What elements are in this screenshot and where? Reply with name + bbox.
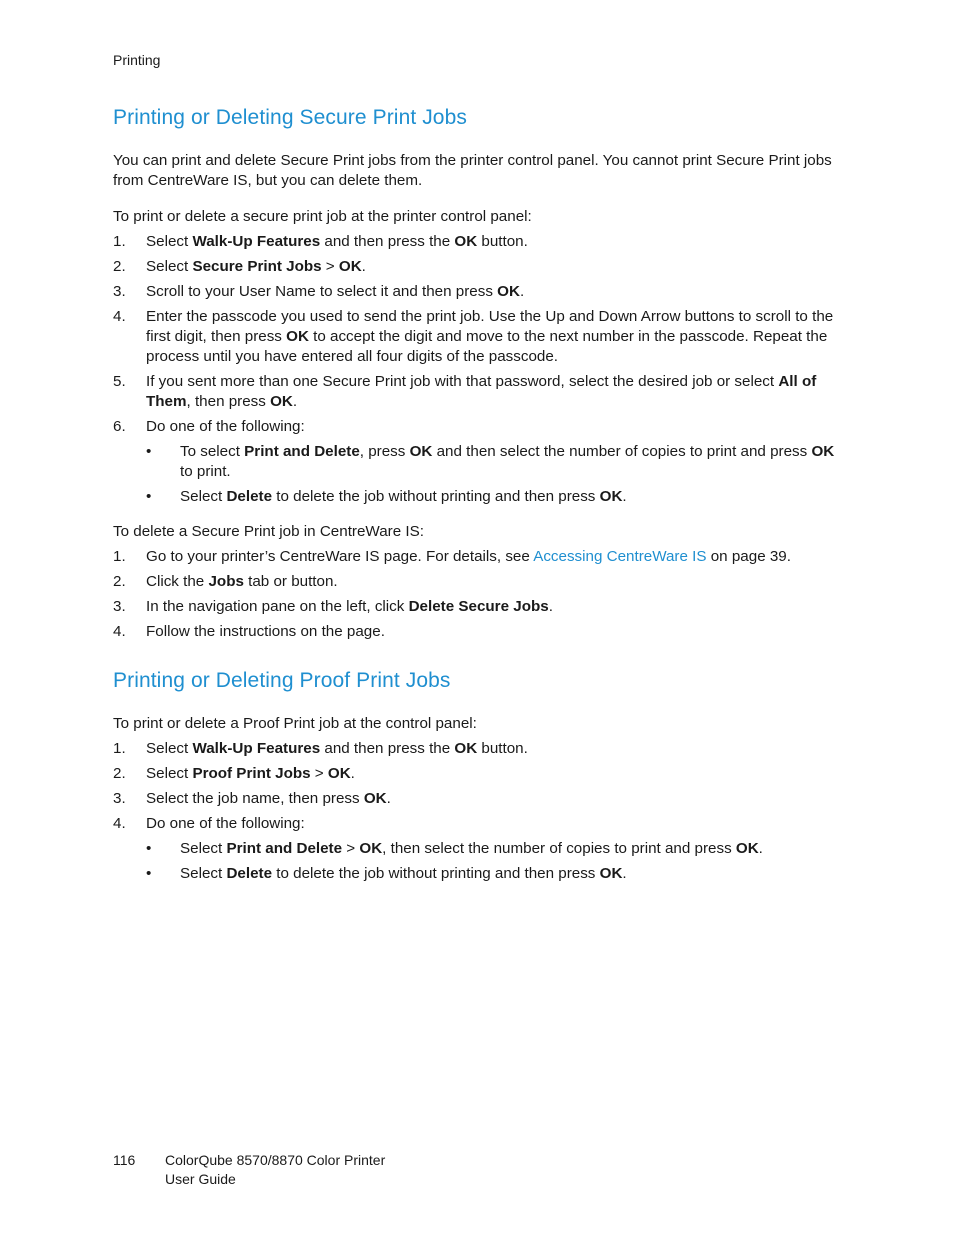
list-item: 2. Select Secure Print Jobs > OK. (113, 258, 366, 275)
list-item: 4. Enter the passcode you used to send the print job. Use the Up and Down Arrow buttons to scroll to the first digit, then press OK to accept the digit and move to the next number in the passcode. Repeat the process until you have entered all four digits of the passcode. (113, 308, 834, 365)
sub-bullets (146, 839, 848, 884)
page-number: 116 (113, 1152, 136, 1168)
list-item: 4. Do one of the following: • Select Print and Delete > OK, then select the number of copies to print and press OK. • Select Delete to delete the job without printing and then press OK. (113, 814, 848, 884)
section-proof-print (113, 714, 848, 884)
list-item: 6. Do one of the following: • To select Print and Delete, press OK and then select the number of copies to print and press OK to print. • Select Delete to delete the job without printing and then press OK. (113, 417, 848, 507)
list-item: 3. Select the job name, then press OK. (113, 790, 391, 807)
bullet-item: • To select Print and Delete, press OK and then select the number of copies to print and press OK to print. (146, 443, 835, 480)
lead-panel: To print or delete a secure print job at the printer control panel: (113, 208, 532, 225)
list-item: 4. Follow the instructions on the page. (113, 623, 385, 640)
running-head: Printing (113, 52, 161, 68)
list-item: 2. Click the Jobs tab or button. (113, 573, 338, 590)
list-item: 2. Select Proof Print Jobs > OK. (113, 765, 355, 782)
list-item: 1. Select Walk-Up Features and then press the OK button. (113, 740, 528, 757)
section-heading-secure-print: Printing or Deleting Secure Print Jobs (113, 106, 467, 129)
guide-name: User Guide (165, 1171, 236, 1187)
sub-bullets (146, 442, 848, 507)
bullet-item: • Select Print and Delete > OK, then select the number of copies to print and press OK. (146, 840, 763, 857)
product-name: ColorQube 8570/8870 Color Printer (165, 1152, 386, 1168)
list-item: 3. Scroll to your User Name to select it and then press OK. (113, 283, 525, 300)
list-item: 1. Select Walk-Up Features and then press the OK button. (113, 233, 528, 250)
steps-cwis (113, 547, 848, 642)
lead-cwis: To delete a Secure Print job in CentreWare IS: (113, 523, 424, 540)
list-item: 5. If you sent more than one Secure Print job with that password, select the desired job or select All of Them, then press OK. (113, 373, 817, 410)
list-item: 1. Go to your printer’s CentreWare IS page. For details, see Accessing CentreWare IS on page 39. (113, 548, 791, 565)
lead-proof: To print or delete a Proof Print job at the control panel: (113, 715, 477, 732)
bullet-item: • Select Delete to delete the job without printing and then press OK. (146, 865, 627, 882)
steps-panel (113, 232, 848, 507)
bullet-item: • Select Delete to delete the job without printing and then press OK. (146, 488, 627, 505)
intro-paragraph: You can print and delete Secure Print jobs from the printer control panel. You cannot print Secure Print jobs from CentreWare IS, but you can delete them. (113, 152, 832, 189)
steps-proof (113, 739, 848, 884)
accessing-centreware-link[interactable]: Accessing CentreWare IS (533, 548, 707, 565)
section-heading-proof-print: Printing or Deleting Proof Print Jobs (113, 669, 451, 692)
section-secure-print (113, 151, 848, 642)
footer-title (165, 1151, 385, 1189)
list-item: 3. In the navigation pane on the left, click Delete Secure Jobs. (113, 598, 553, 615)
